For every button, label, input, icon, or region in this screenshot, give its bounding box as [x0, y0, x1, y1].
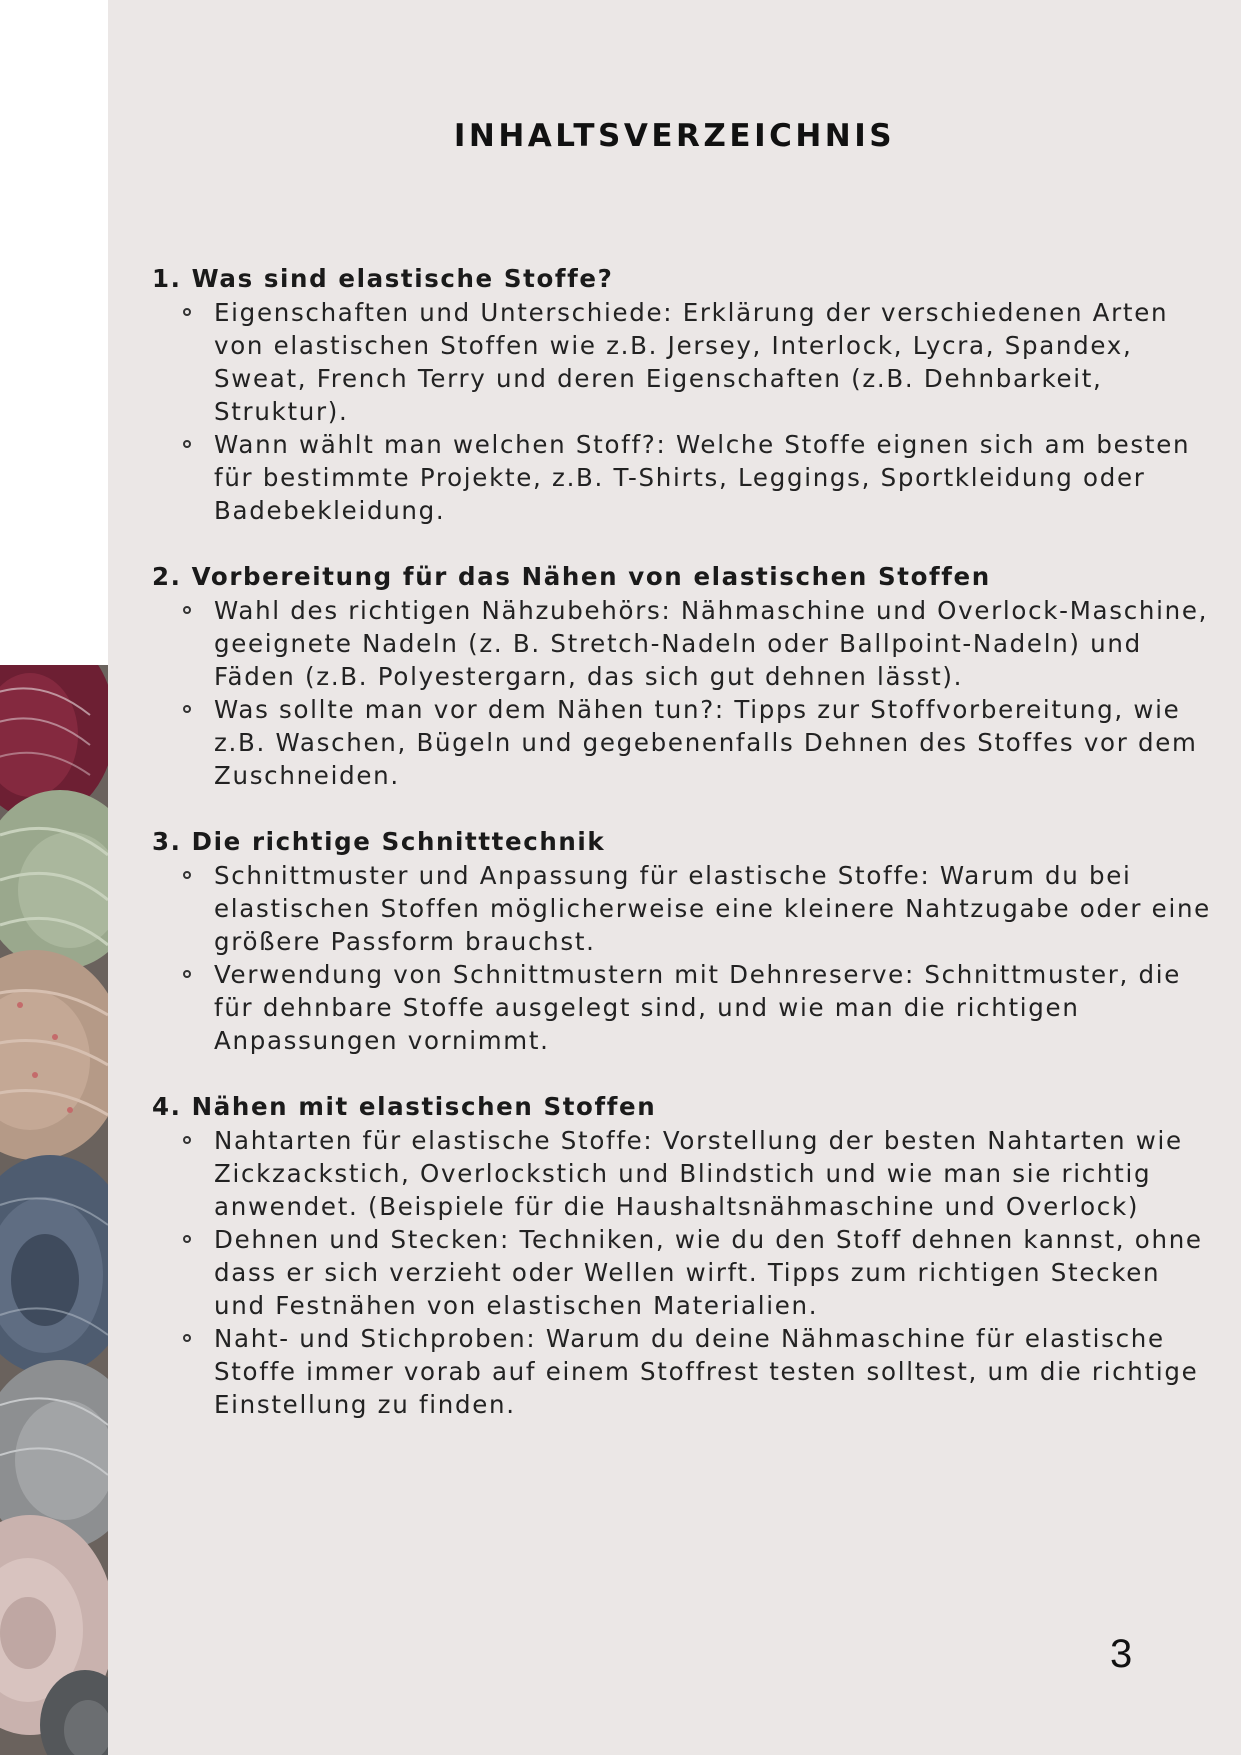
toc-section-4 [152, 1090, 1212, 1421]
section-heading: 4. Nähen mit elastischen Stoffen [152, 1092, 657, 1121]
fabric-rolls-image [0, 665, 108, 1755]
bullet-circle-icon [183, 970, 191, 978]
list-item [152, 693, 1212, 792]
list-item [152, 1124, 1212, 1223]
section-heading: 3. Die richtige Schnitttechnik [152, 827, 606, 856]
toc-section-3 [152, 825, 1212, 1057]
bullet-circle-icon [183, 1235, 191, 1243]
toc-section-1 [152, 262, 1212, 527]
bullet-text: Wann wählt man welchen Stoff?: Welche Stoffe eignen sich am besten für bestimmte Projekte, z.B. T-Shirts, Leggings, Sportkleidung oder Badebekleidung. [214, 430, 1191, 525]
bullet-text: Was sollte man vor dem Nähen tun?: Tipps zur Stoffvorbereitung, wie z.B. Waschen, Bügeln und gegebenenfalls Dehnen des Stoffes vor dem Zuschneiden. [214, 695, 1198, 790]
bullet-list [152, 859, 1212, 1057]
bullet-circle-icon [183, 705, 191, 713]
bullet-text: Eigenschaften und Unterschiede: Erklärung der verschiedenen Arten von elastischen Stoffen wie z.B. Jersey, Interlock, Lycra, Spandex, Sweat, French Terry und deren Eigenschaften (z.B. Dehnbarkeit, Struktur). [214, 298, 1169, 426]
bullet-text: Wahl des richtigen Nähzubehörs: Nähmaschine und Overlock-Maschine, geeignete Nadeln (z. B. Stretch-Nadeln oder Ballpoint-Nadeln) und Fäden (z.B. Polyestergarn, das sich gut dehnen lässt). [214, 596, 1209, 691]
list-item [152, 594, 1212, 693]
bullet-list [152, 1124, 1212, 1421]
list-item [152, 296, 1212, 428]
bullet-text: Nahtarten für elastische Stoffe: Vorstellung der besten Nahtarten wie Zickzackstich, Overlockstich und Blindstich und wie man sie richtig anwendet. (Beispiele für die Haushaltsnähmaschine und Overlock) [214, 1126, 1183, 1221]
bullet-circle-icon [183, 1334, 191, 1342]
section-heading: 1. Was sind elastische Stoffe? [152, 264, 614, 293]
bullet-text: Naht- und Stichproben: Warum du deine Nähmaschine für elastische Stoffe immer vorab auf einem Stoffrest testen solltest, um die richtige Einstellung zu finden. [214, 1324, 1199, 1419]
bullet-circle-icon [183, 1136, 191, 1144]
list-item [152, 428, 1212, 527]
list-item [152, 1223, 1212, 1322]
section-heading: 2. Vorbereitung für das Nähen von elastischen Stoffen [152, 562, 991, 591]
bullet-text: Verwendung von Schnittmustern mit Dehnreserve: Schnittmuster, die für dehnbare Stoffe ausgelegt sind, und wie man die richtigen Anpassungen vornimmt. [214, 960, 1181, 1055]
bullet-list [152, 594, 1212, 792]
document-title: INHALTSVERZEICHNIS [453, 118, 896, 154]
bullet-circle-icon [183, 440, 191, 448]
fabric-photo [0, 665, 108, 1755]
bullet-circle-icon [183, 606, 191, 614]
list-item [152, 1322, 1212, 1421]
page-number: 3 [1110, 1632, 1133, 1676]
bullet-circle-icon [183, 308, 191, 316]
bullet-list [152, 296, 1212, 527]
toc-section-2 [152, 560, 1212, 792]
table-of-contents [152, 262, 1212, 1454]
bullet-text: Dehnen und Stecken: Techniken, wie du den Stoff dehnen kannst, ohne dass er sich verzieht oder Wellen wirft. Tipps zum richtigen Stecken und Festnähen von elastischen Materialien. [214, 1225, 1203, 1320]
bullet-circle-icon [183, 871, 191, 879]
list-item [152, 859, 1212, 958]
bullet-text: Schnittmuster und Anpassung für elastische Stoffe: Warum du bei elastischen Stoffen möglicherweise eine kleinere Nahtzugabe oder eine größere Passform brauchst. [214, 861, 1211, 956]
list-item [152, 958, 1212, 1057]
